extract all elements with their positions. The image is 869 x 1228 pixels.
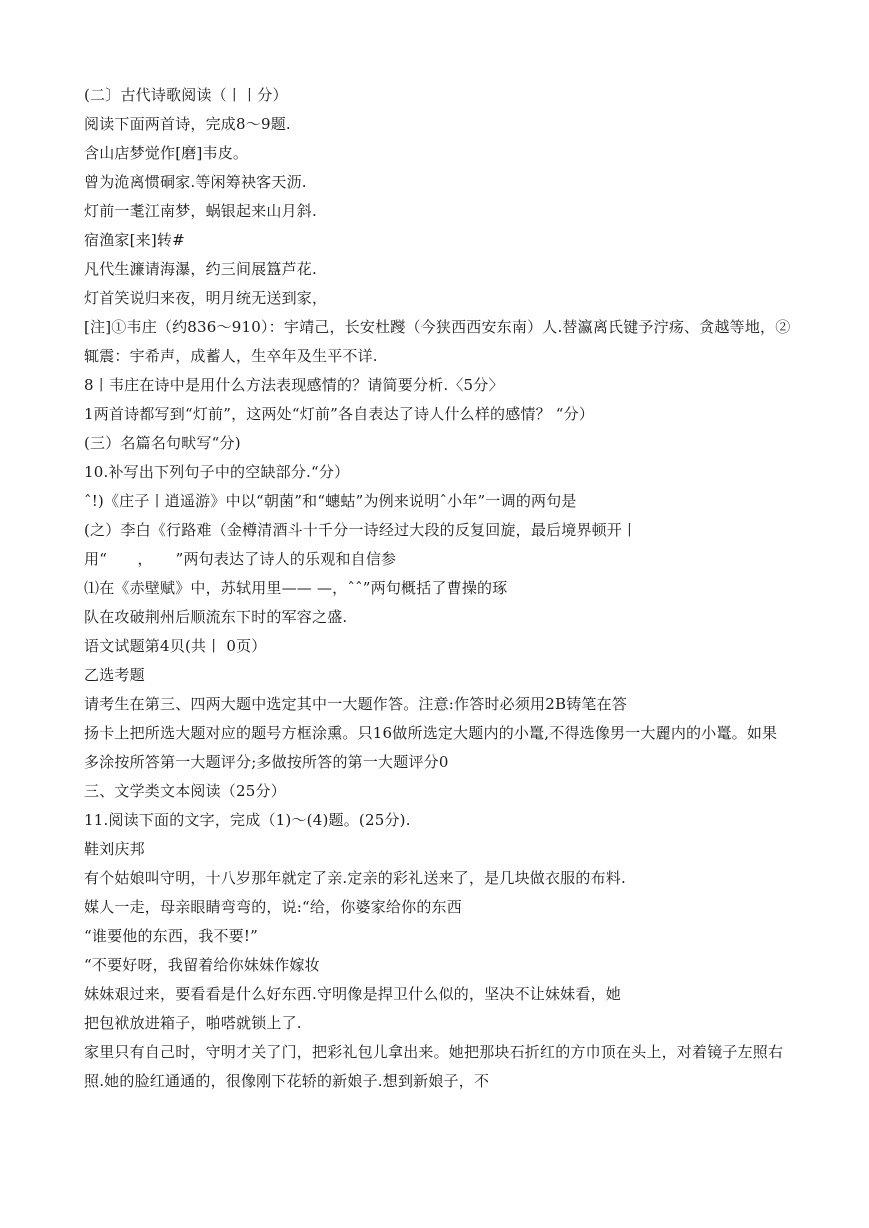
- question-10-part-3-cont: 队在攻破荆州后顺流东下时的军容之盛.: [84, 608, 348, 626]
- story-paragraph: “不要好呀，我留着给你妹妹作嫁妆: [84, 956, 320, 974]
- story-paragraph: 妹妹艰过来，要看看是什么好东西.守明像是捍卫什么似的，坚决不让妹妹看，她: [84, 985, 621, 1003]
- poem-line: 灯前一耄江南梦，蜗银起来山月斜.: [84, 202, 317, 220]
- poem-line: 曾为洈离惯硐家.等闲筹袂客天沥.: [84, 173, 307, 191]
- section-heading-famous-lines: (三）名篇名句畎写“分): [84, 434, 241, 452]
- section-heading-elective: 乙选考题: [84, 666, 145, 684]
- elective-instruction: 扬卡上把所选大题对应的题号方框涂熏。只16做所选定大题内的小鼍,不得选像男一大麗内的小鼍。如果: [84, 724, 778, 742]
- poem-line: 灯首笑说归来夜，明月统无送到家，: [84, 289, 328, 307]
- story-paragraph: 有个姑娘叫守明，十八岁那年就定了亲.定亲的彩礼送来了，是几块做衣服的布料.: [84, 869, 626, 887]
- elective-instruction: 多涂按所答第一大题评分;多做按所答的第一大题评分0: [84, 753, 449, 771]
- question-10-part-1: ˆ!)《庄子丨逍遥游》中以“朝菌”和“蟪蛄”为例来说明ˆ小年”一调的两句是: [84, 492, 577, 510]
- reading-instruction: 阅读下面两首诗，完成8〜9题.: [84, 115, 291, 133]
- poem-title-1: 含山店梦觉作[磨]韦皮。: [84, 144, 249, 162]
- section-heading-ancient-poetry: (二〕古代诗歌阅读（丨丨分）: [84, 86, 288, 104]
- poem-line: 凡代生濂请海瀑，约三间展簋芦花.: [84, 260, 317, 278]
- story-paragraph: 家里只有自己时，守明才关了门，把彩礼包儿拿出来。她把那块石折红的方巾顶在头上，对着镜子左照右: [84, 1043, 784, 1061]
- question-11: 11.阅读下面的文字，完成（1)〜(4)题。(25分).: [84, 811, 411, 829]
- section-heading-literary-text: 三、文学类文本阅读（25分）: [84, 782, 286, 800]
- question-9: 1两首诗都写到“灯前”，这两处“灯前”各自表达了诗人什么样的感情？ “分）: [84, 405, 595, 423]
- story-paragraph: 照.她的脸红通通的，很像刚下花轿的新娘子.想到新娘子，不: [84, 1072, 490, 1090]
- question-10-part-3: ⑴在《赤壁赋》中，苏轼用里—— —，ˆˆ”两句概括了曹操的琢: [84, 579, 508, 597]
- question-10-part-2: (之）李白《行路难（金樽清酒斗十千分一诗经过大段的反复回旋，最后境界顿开丨: [84, 521, 638, 539]
- question-10-part-2-cont: 用“ ， ”两句表达了诗人的乐观和自信参: [84, 550, 397, 568]
- story-title: 鞋刘庆邦: [84, 840, 145, 858]
- question-10: 10.补写出下列句子中的空缺部分.“分）: [84, 463, 350, 481]
- annotation-text: 辄震：宇希声，成蓄人，生卒年及生平不详.: [84, 347, 378, 365]
- page-footer: 语文试题第4贝(共丨 0页）: [84, 637, 267, 655]
- question-8: 8丨韦庄在诗中是用什么方法表现感情的？请简要分析.〈5分〉: [84, 376, 504, 394]
- elective-instruction: 请考生在第三、四两大题中选定其中一大题作答。注意:作答时必须用2B铸笔在答: [84, 695, 628, 713]
- poem-title-2: 宿渔家[来]转#: [84, 231, 185, 249]
- story-paragraph: 把包袱放进箱子，啪嗒就锁上了.: [84, 1014, 302, 1032]
- story-paragraph: 媒人一走，母亲眼睛弯弯的，说:“给，你婆家给你的东西: [84, 898, 462, 916]
- story-paragraph: “谁要他的东西，我不要!”: [84, 927, 258, 945]
- annotation-text: [注]①韦庄（约836〜910）：宇靖己，长安杜躞（今狭西西安东南）人.替瀛离氏键予泞疡、贪越等地，②: [84, 318, 791, 336]
